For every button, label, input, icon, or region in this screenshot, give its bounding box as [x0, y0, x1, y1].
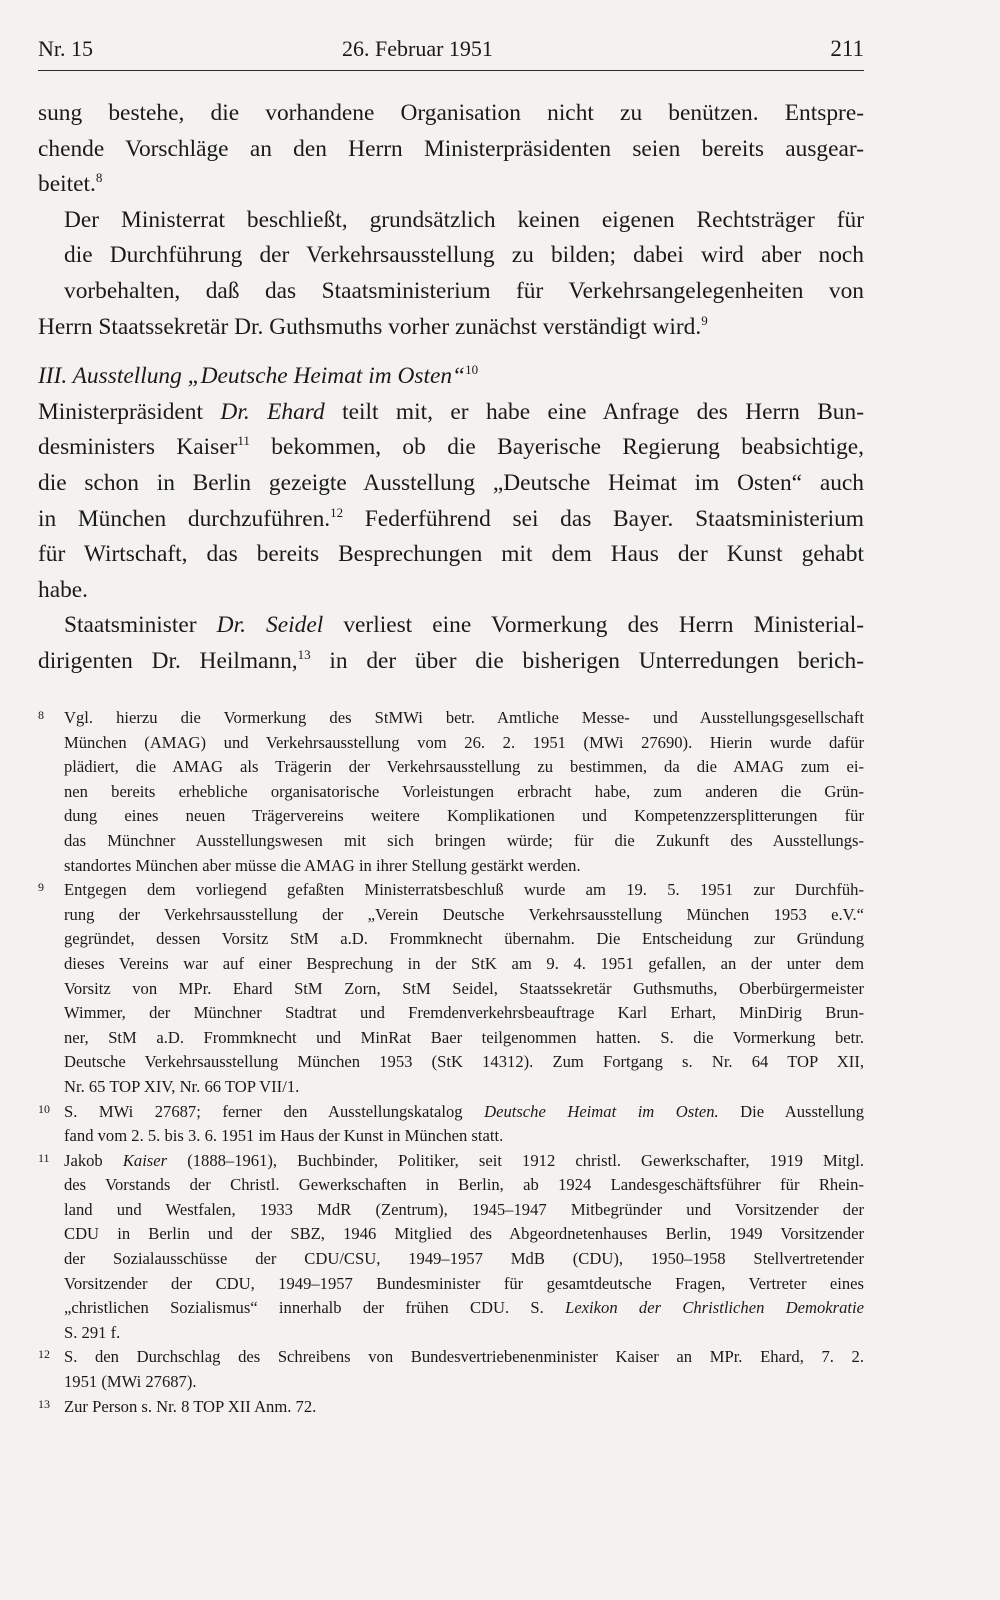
- page-number: 211: [830, 36, 864, 61]
- footnotes: [38, 706, 864, 1419]
- footnote-number: 8: [38, 708, 44, 722]
- footnote-9: 9 Entgegen dem vorliegend gefaßten Ministerratsbeschluß wurde am 19. 5. 1951 zur Durchfüh- rung der Verkehrsausstellung der „Verein Deutsche Verkehrsausstellung München 1953 e.V.“ gegründet, dessen Vorsitz StM a.D. Frommknecht übernahm. Die Entscheidung zur Gründung dieses Vereins war auf einer Besprechung in der StK am 9. 4. 1951 gefallen, an der unter dem Vorsitz von MPr. Ehard StM Zorn, StM Seidel, Staatssekretär Guthsmuths, Oberbürgermeister Wimmer, der Münchner Stadtrat und Fremdenverkehrsbeauftrage Karl Erhart, MinDirig Brun- ner, StM a.D. Frommknecht und MinRat Baer teilgenommen hatten. S. die Vormerkung betr. Deutsche Verkehrsausstellung München 1953 (StK 14312). Zum Fortgang s. Nr. 64 TOP XII, Nr. 65 TOP XIV, Nr. 66 TOP VII/1.: [38, 878, 864, 1099]
- main-text: [38, 96, 864, 680]
- header-date: 26. Februar 1951: [342, 36, 493, 61]
- paragraph-2: Der Ministerrat beschließt, grundsätzlich keinen eigenen Rechtsträger für die Durchführung der Verkehrsausstellung zu bilden; dabei wird aber noch vorbehalten, daß das Staatsministerium für Verkehrsangelegenheiten von: [64, 206, 864, 304]
- footnote-ref-8[interactable]: 8: [95, 170, 103, 186]
- paragraph-3: Ministerpräsident Dr. Ehard teilt mit, er habe eine Anfrage des Herrn Bun- desministers Kaiser$^{11}$ bekommen, ob die Bayerische Regierung beabsichtige, die schon in Berlin gezeigte Ausstellung „Deutsche Heimat im Osten“ auch in München durchzuführen.$^{12}$ Federführend sei das Bayer. Staatsministerium für Wirtschaft, das bereits Besprechungen mit dem Haus der Kunst gehabt: [38, 398, 864, 568]
- footnote-13: 13 Zur Person s. Nr. 8 TOP XII Anm. 72.: [38, 1395, 864, 1420]
- footnote-number: 9: [38, 880, 44, 895]
- footnote-10: 10 S. MWi 27687; ferner den Ausstellungskatalog Deutsche Heimat im Osten. Die Ausstellung fand vom 2. 5. bis 3. 6. 1951 im Haus der Kunst in München statt.: [38, 1100, 864, 1149]
- footnote-11: 11 Jakob Kaiser (1888–1961), Buchbinder, Politiker, seit 1912 christl. Gewerkschafter, 1919 Mitgl. des Vorstands der Christl. Gewerkschaften in Berlin, ab 1924 Landesgeschäftsführer für Rhein- land und Westfalen, 1933 MdR (Zentrum), 1945–1947 Mitbegründer und Vorsitzender der CDU in Berlin und der SBZ, 1946 Mitglied des Abgeordnetenhauses Berlin, 1949 Vorsitzender der Sozialausschüsse der CDU/CSU, 1949–1957 MdB (CDU), 1950–1958 Stellvertretender Vorsitzender der CDU, 1949–1957 Bundesminister für gesamtdeutsche Fragen, Vertreter eines „christlichen Sozialismus“ innerhalb der frühen CDU. S. Lexikon der Christlichen Demokratie S. 291 f.: [38, 1149, 864, 1346]
- footnote-number: 11: [38, 1150, 50, 1165]
- header-rule: [38, 70, 864, 71]
- paragraph-3-end: habe.: [38, 576, 89, 603]
- footnote-ref-13[interactable]: 13: [297, 646, 311, 662]
- book-page: [38, 0, 864, 1600]
- footnote-ref-10[interactable]: 10: [465, 362, 479, 378]
- paragraph-4-cont: dirigenten Dr. Heilmann,$^{13}$ in der über die bisherigen Unterredungen berich-: [38, 646, 864, 674]
- paragraph-4: Staatsminister Dr. Seidel verliest eine Vormerkung des Herrn Ministerial-: [64, 612, 865, 639]
- footnote-number: 12: [38, 1347, 50, 1362]
- footnote-8: 8 Vgl. hierzu die Vormerkung des StMWi betr. Amtliche Messe- und Ausstellungsgesellschaft München (AMAG) und Verkehrsausstellung vom 26. 2. 1951 (MWi 27690). Hierin wurde dafür plädiert, die AMAG als Trägerin der Verkehrsausstellung zu bestimmen, da die AMAG zum ei- nen bereits erhebliche organisatorische Vorleistungen erbracht habe, zum anderen die Grün- dung eines neuen Trägervereins weitere Komplikationen und Kompetenzzersplitterungen für das Münchner Ausstellungswesen mit sich bringen würde; für die Zukunft des Ausstellungs- standortes München aber müsse die AMAG in ihrer Stellung gestärkt werden.: [38, 706, 864, 878]
- footnote-12: 12 S. den Durchschlag des Schreibens von Bundesvertriebenenminister Kaiser an MPr. Ehard, 7. 2. 1951 (MWi 27687).: [38, 1345, 864, 1394]
- running-header: [38, 32, 864, 66]
- footnote-number: 13: [38, 1396, 50, 1411]
- section-heading: III. Ausstellung „Deutsche Heimat im Osten“$^{10}$: [38, 362, 479, 390]
- footnote-ref-11[interactable]: 11: [237, 433, 250, 449]
- footnote-number: 10: [38, 1101, 50, 1116]
- footnote-ref-12[interactable]: 12: [330, 504, 344, 520]
- paragraph-1: sung bestehe, die vorhandene Organisation nicht zu benützen. Entspre- chende Vorschläge an den Herrn Ministerpräsidenten seien bereits ausgear-: [38, 100, 864, 162]
- issue-number: Nr. 15: [38, 36, 93, 61]
- paragraph-2-end: Herrn Staatssekretär Dr. Guthsmuths vorher zunächst verständigt wird.$^9$: [38, 312, 708, 340]
- paragraph-1-end: beitet.$^8$: [38, 170, 103, 198]
- footnote-ref-9[interactable]: 9: [701, 312, 708, 328]
